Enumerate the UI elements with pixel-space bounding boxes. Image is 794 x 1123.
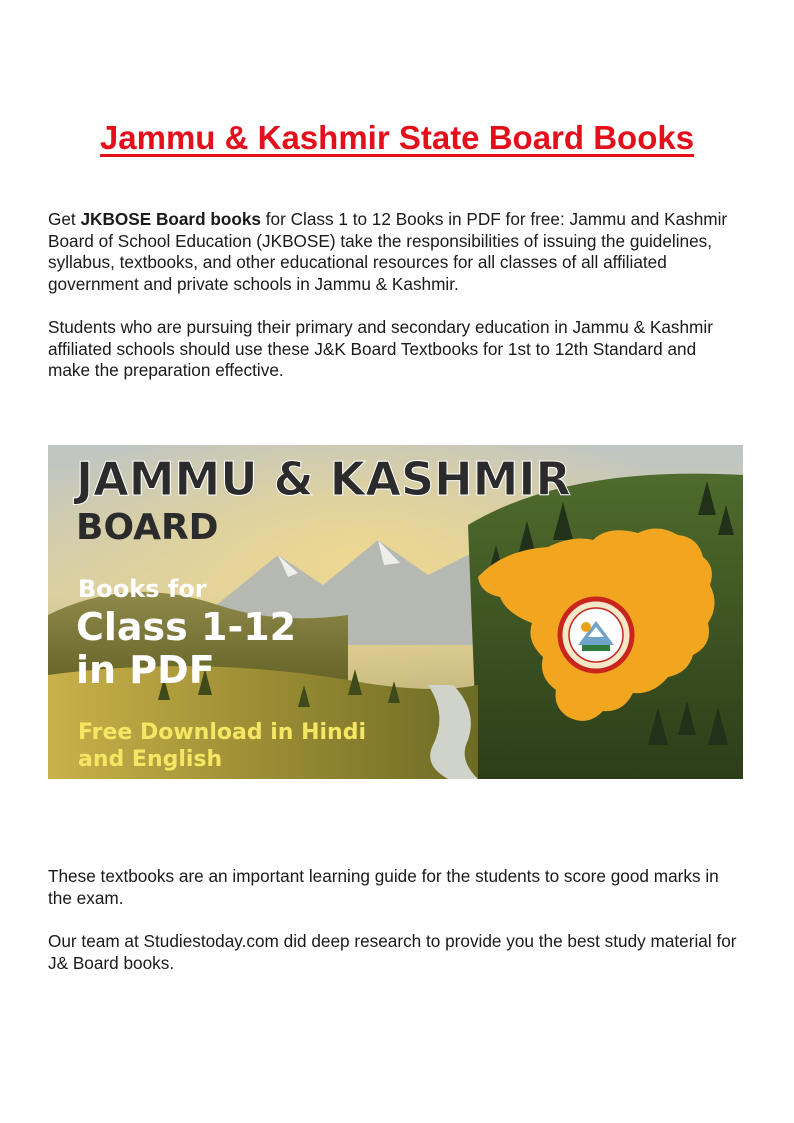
- banner-line2: BOARD: [76, 507, 219, 548]
- jkbose-logo: [560, 599, 632, 671]
- banner-line6: Free Download in Hindi: [78, 720, 367, 745]
- banner-line1: JAMMU & KASHMIR: [76, 452, 571, 506]
- intro-rest: for Class 1 to 12 Books in PDF for free: Jammu and Kashmir Board of School Education (JKBOSE) take the responsibilities of issuing the guidelines, syllabus, textbooks, and other educational resources for all classes of all affiliated government and private schools in Jammu & Kashmir.: [48, 209, 728, 294]
- banner-line5: in PDF: [76, 648, 215, 692]
- page-title: [0, 118, 794, 158]
- students-paragraph: Students who are pursuing their primary and secondary education in Jammu & Kashmir affiliated schools should use these J&K Board Textbooks for 1st to 12th Standard and make the preparation effective.: [48, 317, 713, 380]
- jk-board-banner-image: [48, 445, 743, 779]
- banner-line7: and English: [78, 747, 223, 772]
- banner-line4: Class 1-12: [76, 605, 297, 649]
- textbooks-paragraph: These textbooks are an important learning guide for the students to score good marks in the exam.: [48, 866, 719, 908]
- banner-line3: Books for: [78, 575, 207, 603]
- intro-lead: Get: [48, 209, 81, 229]
- page-title-text: Jammu & Kashmir State Board Books: [99, 119, 695, 156]
- intro-paragraph: [48, 209, 738, 295]
- team-paragraph: Our team at Studiestoday.com did deep research to provide you the best study material for J& Board books.: [48, 931, 737, 973]
- intro-bold-link-text: JKBOSE Board books: [80, 209, 261, 229]
- banner-illustration: [48, 445, 743, 779]
